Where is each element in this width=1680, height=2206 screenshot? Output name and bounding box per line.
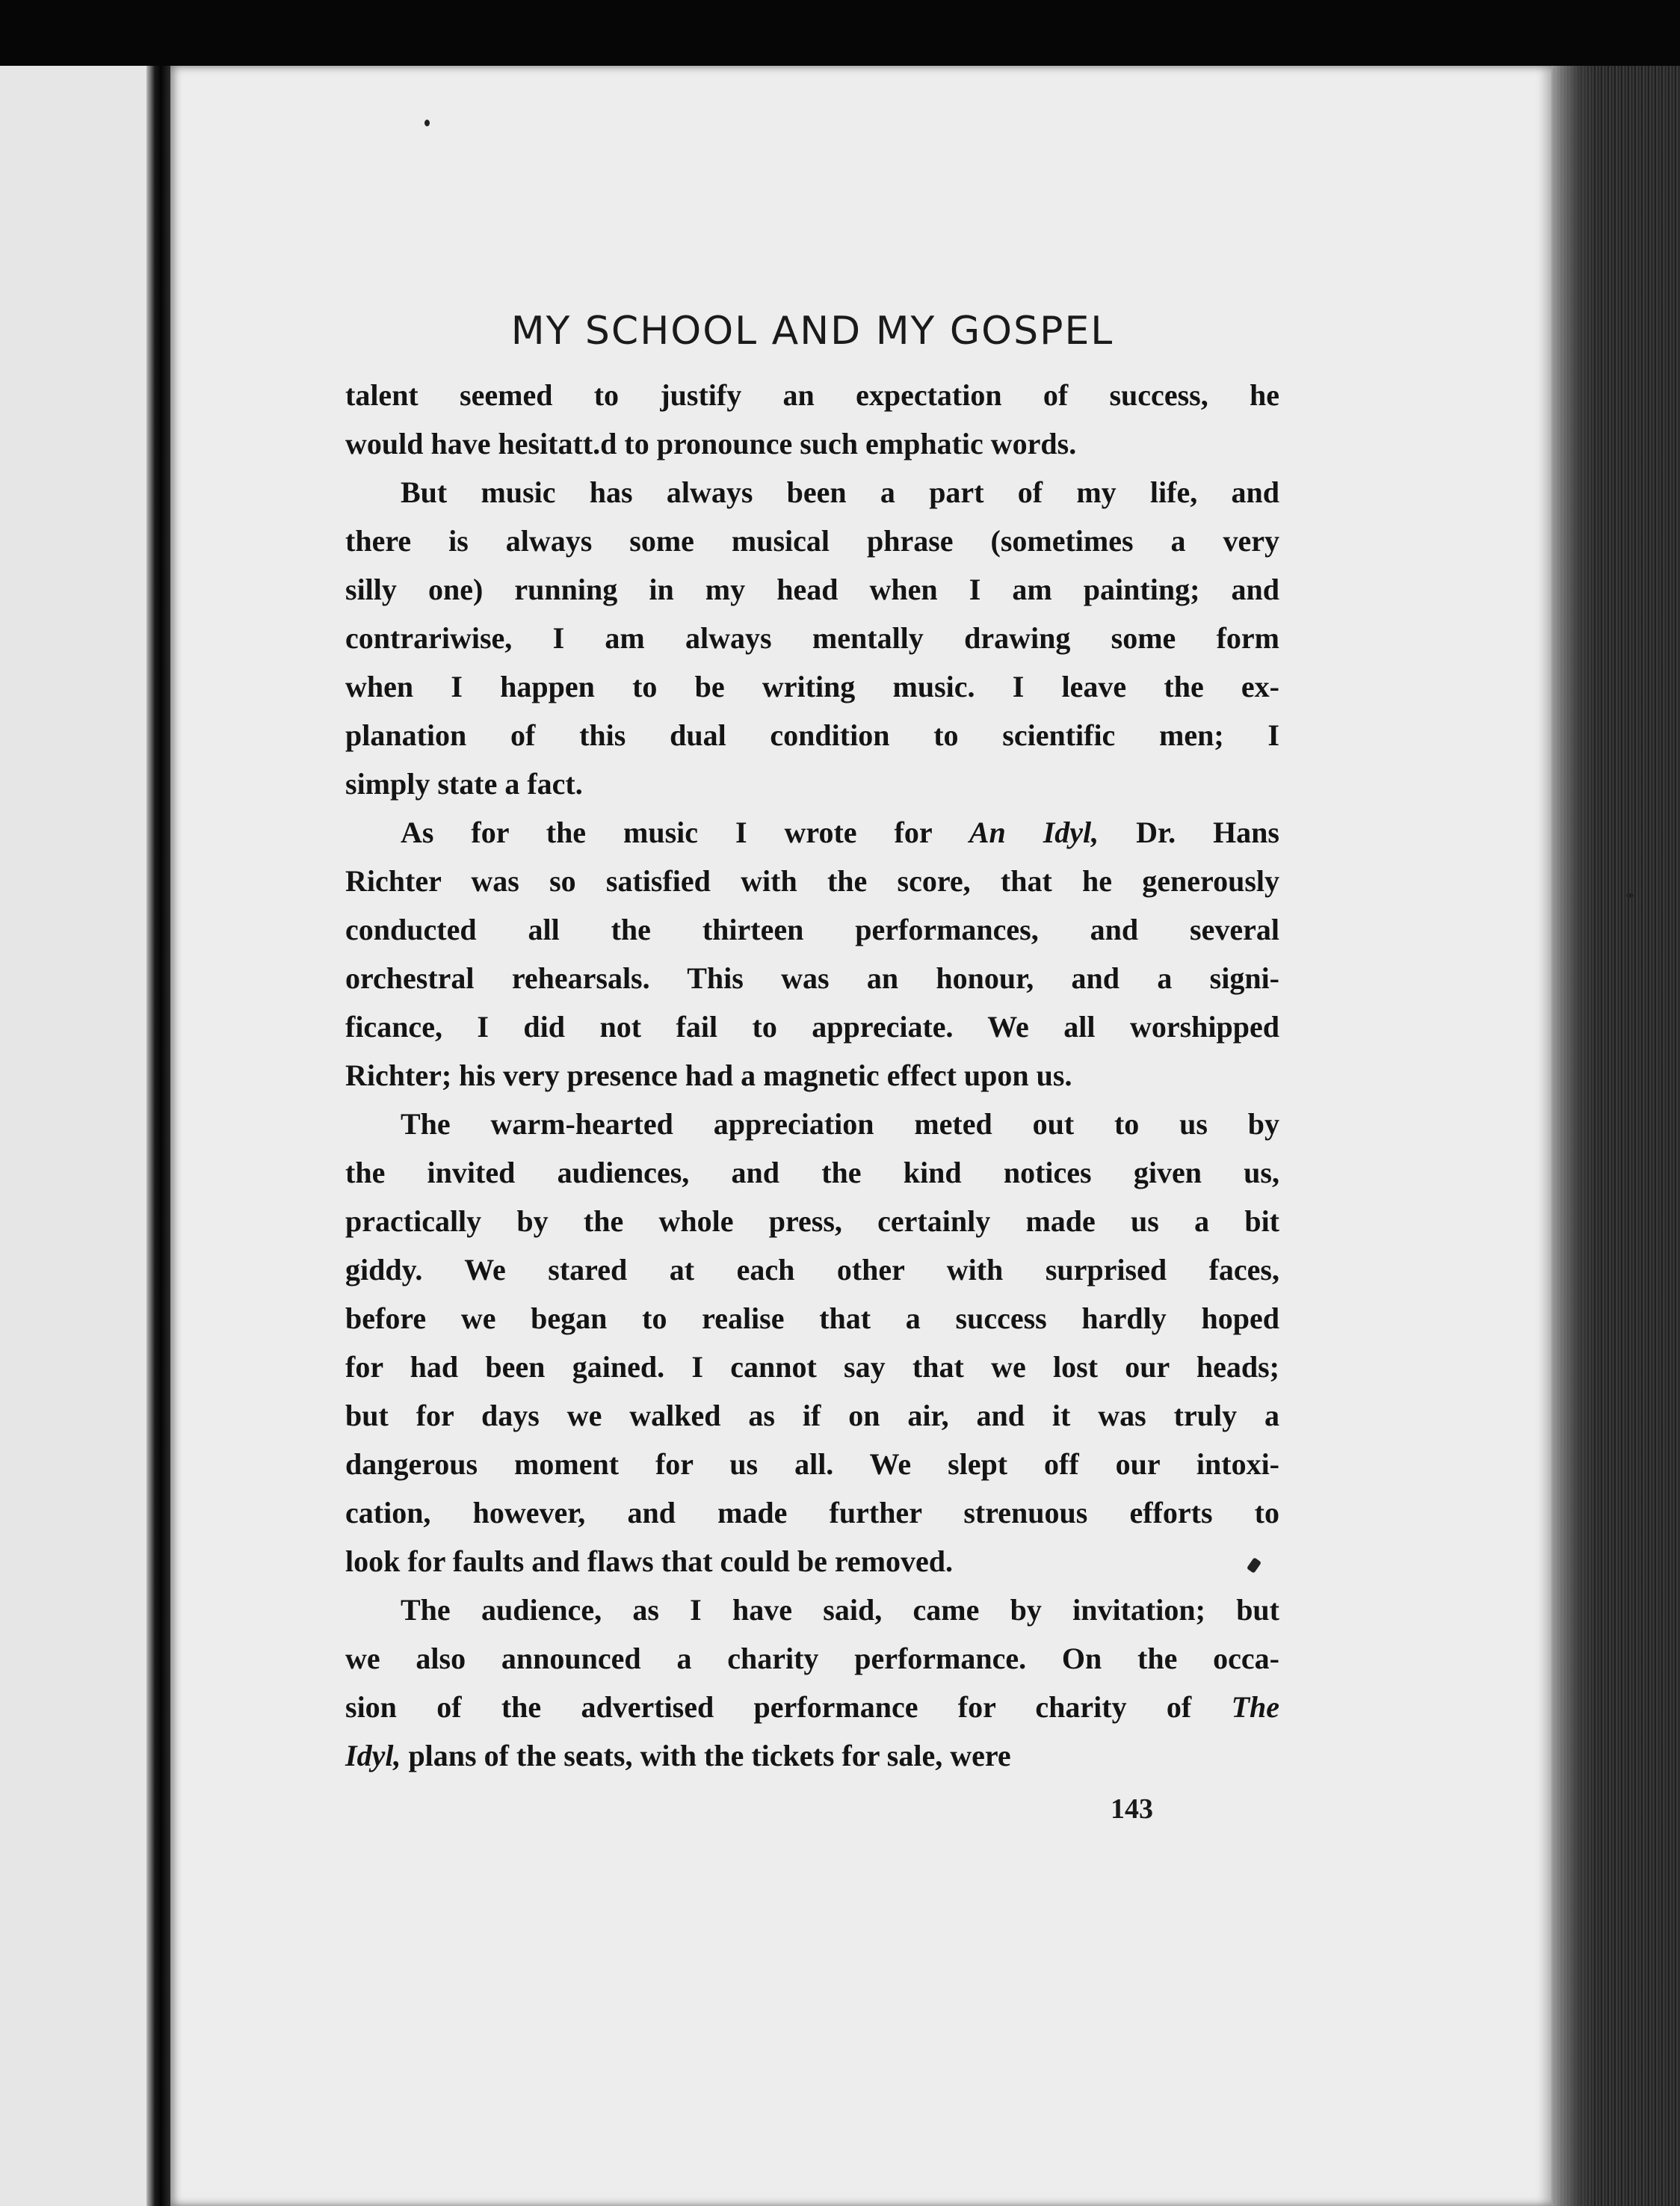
text-line bbox=[345, 1100, 1279, 1148]
text-run: planation of this dual condition to scientific men; I bbox=[345, 718, 1279, 752]
text-run: Richter; his very presence had a magnetic effect upon us. bbox=[345, 1059, 1072, 1092]
facing-page-edge bbox=[0, 66, 153, 2206]
running-head: MY SCHOOL AND MY GOSPEL bbox=[510, 309, 1114, 354]
text-run: talent seemed to justify an expectation of success, he bbox=[345, 378, 1279, 412]
paragraph bbox=[345, 808, 1279, 1100]
text-line bbox=[345, 662, 1279, 711]
dust-speck bbox=[1626, 893, 1634, 898]
text-run: would have hesitatt.d to pronounce such emphatic words. bbox=[345, 427, 1077, 460]
text-line bbox=[345, 1294, 1279, 1343]
text-run: sion of the advertised performance for charity of bbox=[345, 1690, 1232, 1724]
text-line bbox=[345, 1683, 1279, 1731]
text-line bbox=[345, 808, 1279, 857]
text-line bbox=[345, 760, 1279, 808]
text-run: The audience, as I have said, came by invitation; but bbox=[401, 1593, 1279, 1627]
text-line bbox=[345, 905, 1279, 954]
text-run: ficance, I did not fail to appreciate. We all worshipped bbox=[345, 1010, 1279, 1044]
text-line bbox=[345, 954, 1279, 1002]
paragraph bbox=[345, 1586, 1279, 1780]
text-line bbox=[345, 857, 1279, 905]
text-run: look for faults and flaws that could be removed. bbox=[345, 1544, 954, 1578]
text-run: simply state a fact. bbox=[345, 767, 583, 801]
text-run: The warm-hearted appreciation meted out to us by bbox=[401, 1107, 1279, 1141]
text-run: orchestral rehearsals. This was an honour, and a signi- bbox=[345, 961, 1279, 995]
text-run: Richter was so satisfied with the score, that he generously bbox=[345, 864, 1279, 898]
text-run: giddy. We stared at each other with surprised faces, bbox=[345, 1253, 1279, 1287]
italic-title: The bbox=[1231, 1690, 1279, 1724]
text-run: cation, however, and made further strenuous efforts to bbox=[345, 1496, 1279, 1529]
scan-top-border bbox=[0, 0, 1680, 66]
page-number: 143 bbox=[1111, 1793, 1153, 1825]
text-run: the invited audiences, and the kind notices given us, bbox=[345, 1156, 1279, 1189]
text-run: for had been gained. I cannot say that we lost our heads; bbox=[345, 1350, 1279, 1384]
text-run: practically by the whole press, certainly made us a bit bbox=[345, 1204, 1279, 1238]
dust-speck bbox=[424, 120, 430, 126]
paragraph bbox=[345, 1100, 1279, 1586]
text-run: there is always some musical phrase (sometimes a very bbox=[345, 524, 1279, 558]
text-line bbox=[345, 1002, 1279, 1051]
text-line bbox=[345, 711, 1279, 760]
text-line bbox=[345, 1197, 1279, 1245]
page-text bbox=[345, 305, 1279, 1780]
paragraph bbox=[345, 371, 1279, 468]
text-run: conducted all the thirteen performances, and several bbox=[345, 913, 1279, 946]
text-line bbox=[345, 1731, 1279, 1780]
paragraph bbox=[345, 468, 1279, 808]
text-run: plans of the seats, with the tickets for sale, were bbox=[401, 1739, 1011, 1772]
page-block-edges bbox=[1551, 66, 1680, 2206]
text-line bbox=[345, 1051, 1279, 1100]
text-line bbox=[345, 1245, 1279, 1294]
text-line bbox=[345, 614, 1279, 662]
text-line bbox=[345, 1634, 1279, 1683]
book-gutter bbox=[146, 66, 170, 2206]
body-text bbox=[345, 371, 1279, 1780]
text-line bbox=[345, 1391, 1279, 1440]
text-run: silly one) running in my head when I am painting; and bbox=[345, 573, 1279, 606]
text-run: before we began to realise that a success hardly hoped bbox=[345, 1301, 1279, 1335]
text-run: but for days we walked as if on air, and it was truly a bbox=[345, 1399, 1279, 1432]
text-line bbox=[345, 1586, 1279, 1634]
text-line bbox=[345, 565, 1279, 614]
text-run: we also announced a charity performance. On the occa- bbox=[345, 1642, 1279, 1675]
text-run: Dr. Hans bbox=[1099, 816, 1279, 849]
text-line bbox=[345, 1537, 1279, 1586]
text-line bbox=[345, 1440, 1279, 1488]
text-run: As for the music I wrote for bbox=[401, 816, 969, 849]
text-run: when I happen to be writing music. I leave the ex- bbox=[345, 670, 1279, 703]
text-line bbox=[345, 517, 1279, 565]
italic-title: An Idyl, bbox=[969, 816, 1099, 849]
text-line bbox=[345, 1488, 1279, 1537]
text-line bbox=[345, 371, 1279, 419]
text-line bbox=[345, 468, 1279, 517]
text-line bbox=[345, 1148, 1279, 1197]
text-run: But music has always been a part of my life, and bbox=[401, 475, 1279, 509]
text-run: contrariwise, I am always mentally drawing some form bbox=[345, 621, 1279, 655]
text-line bbox=[345, 1343, 1279, 1391]
text-run: dangerous moment for us all. We slept off our intoxi- bbox=[345, 1447, 1279, 1481]
italic-title: Idyl, bbox=[345, 1739, 401, 1772]
text-line bbox=[345, 419, 1279, 468]
